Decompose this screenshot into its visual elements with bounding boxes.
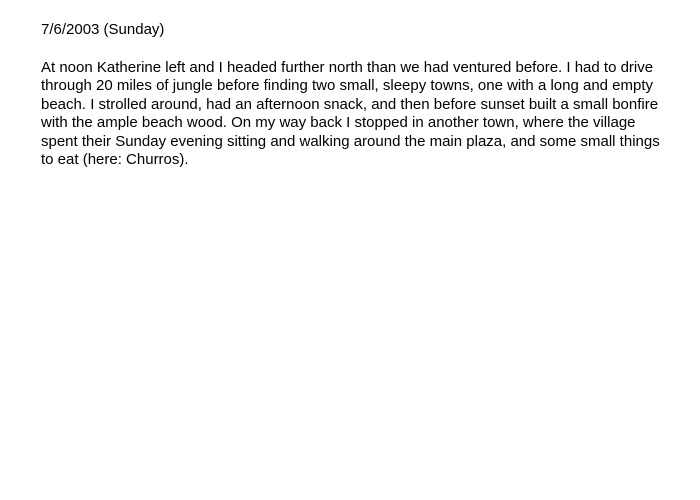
paragraph-line: with the ample beach wood. On my way back I stopped in another town, where the village (41, 114, 636, 132)
paragraph-line: spent their Sunday evening sitting and walking around the main plaza, and some small things (41, 132, 660, 150)
entry-date-heading: 7/6/2003 (Sunday) (41, 21, 165, 38)
paragraph-line: through 20 miles of jungle before finding two small, sleepy towns, one with a long and empty (41, 77, 654, 95)
paragraph-line: At noon Katherine left and I headed further north than we had ventured before. I had to drive (41, 59, 654, 76)
paragraph-line: beach. I strolled around, had an afternoon snack, and then before sunset built a small bonfire (41, 95, 659, 113)
paragraph-line: to eat (here: Churros). (41, 151, 189, 169)
entry-body-paragraph (41, 59, 660, 169)
